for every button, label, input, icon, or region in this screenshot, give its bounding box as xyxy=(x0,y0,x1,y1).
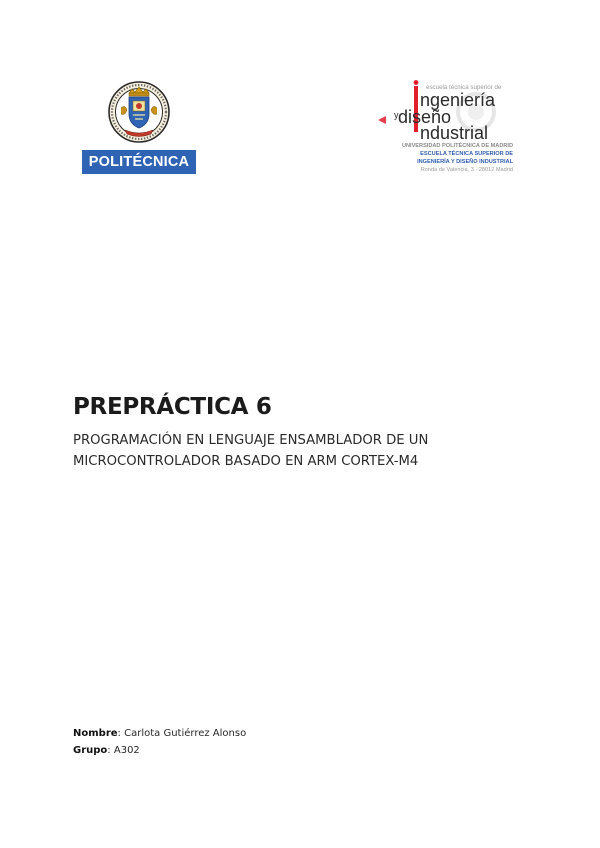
group-separator: : xyxy=(107,745,114,756)
name-label: Nombre xyxy=(73,728,118,739)
etsidi-caption-school-1: ESCUELA TÉCNICA SUPERIOR DE xyxy=(420,151,513,157)
etsidi-word-industrial: ndustrial xyxy=(420,123,489,142)
etsidi-caption-address: Ronda de Valencia, 3 · 28012 Madrid xyxy=(420,167,513,173)
etsidi-logo xyxy=(368,80,513,182)
document-title: PREPRÁCTICA 6 xyxy=(73,394,272,420)
document-subtitle xyxy=(73,430,543,472)
name-row xyxy=(73,725,246,742)
etsidi-word-y: y xyxy=(394,110,399,120)
etsidi-word-ingenieria: ngeniería xyxy=(420,90,496,110)
etsidi-caption xyxy=(372,142,513,175)
upm-logo xyxy=(82,80,196,176)
name-value: Carlota Gutiérrez Alonso xyxy=(124,728,247,739)
group-value: A302 xyxy=(113,745,140,756)
subtitle-line-2: MICROCONTROLADOR BASADO EN ARM CORTEX-M4 xyxy=(73,454,419,469)
etsidi-word-diseno: diseño xyxy=(398,107,452,127)
upm-wordmark: POLITÉCNICA xyxy=(82,150,196,174)
etsidi-wordmark-graphic xyxy=(368,80,513,142)
etsidi-header-text: escuela técnica superior de xyxy=(426,84,502,91)
etsidi-caption-university: UNIVERSIDAD POLITÉCNICA DE MADRID xyxy=(401,143,513,149)
group-label: Grupo xyxy=(73,745,108,756)
student-info xyxy=(73,725,246,759)
group-row xyxy=(73,742,246,759)
subtitle-line-1: PROGRAMACIÓN EN LENGUAJE ENSAMBLADOR DE UN xyxy=(73,433,429,448)
etsidi-caption-school-2: INGENIERÍA Y DISEÑO INDUSTRIAL xyxy=(417,159,513,165)
upm-seal-emblem xyxy=(107,80,171,144)
name-separator: : xyxy=(117,728,125,739)
